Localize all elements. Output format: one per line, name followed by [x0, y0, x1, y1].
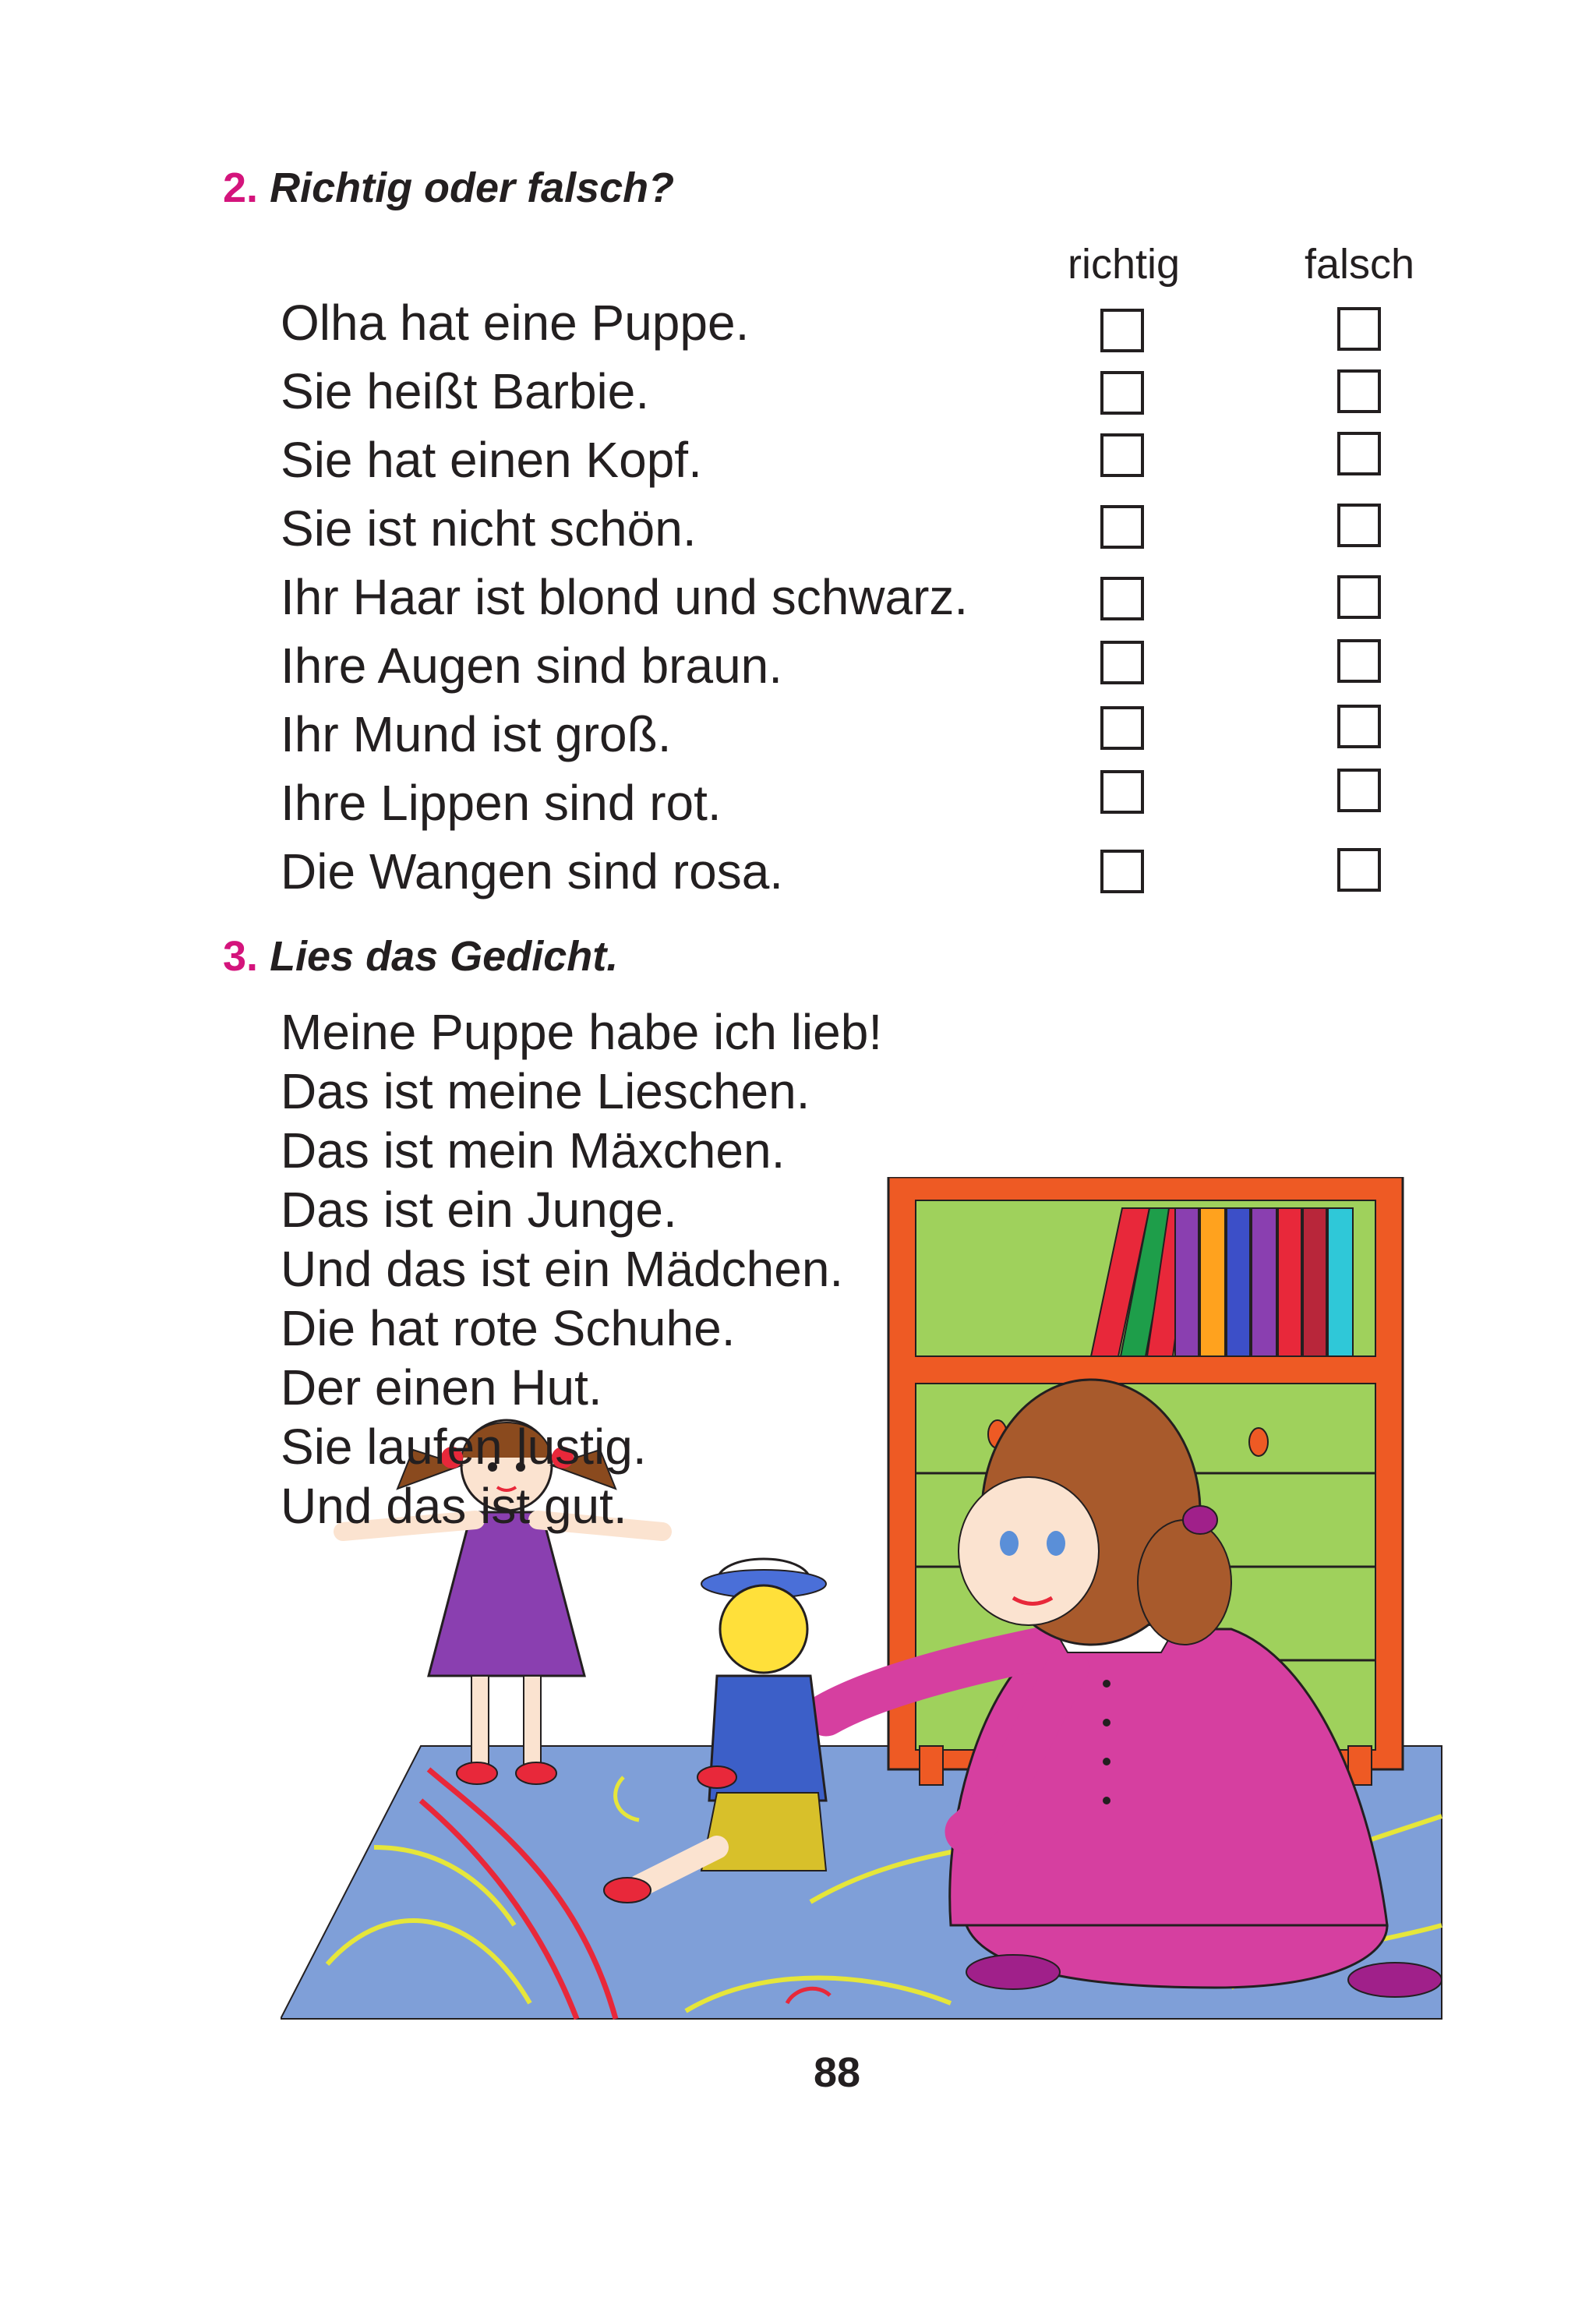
checkbox-falsch-4[interactable]	[1337, 504, 1381, 547]
statement-6: Ihre Augen sind braun.	[281, 638, 783, 694]
exercise-2-heading	[223, 164, 674, 212]
poem-line: Und das ist gut.	[281, 1478, 627, 1534]
checkbox-richtig-6[interactable]	[1100, 641, 1144, 684]
statement-5: Ihr Haar ist blond und schwarz.	[281, 569, 969, 625]
statement-1: Olha hat eine Puppe.	[281, 295, 750, 351]
statement-4: Sie ist nicht schön.	[281, 500, 697, 557]
exercise-2-number: 2.	[223, 164, 259, 211]
exercise-3-number: 3.	[223, 933, 259, 980]
checkbox-richtig-1[interactable]	[1100, 309, 1144, 352]
page-number: 88	[813, 2049, 861, 2096]
statement-8: Ihre Lippen sind rot.	[281, 775, 722, 831]
poem-line: Der einen Hut.	[281, 1359, 602, 1416]
checkbox-falsch-5[interactable]	[1337, 575, 1381, 619]
statement-2: Sie heißt Barbie.	[281, 363, 650, 419]
poem-line: Das ist ein Junge.	[281, 1182, 677, 1238]
checkbox-richtig-7[interactable]	[1100, 706, 1144, 750]
checkbox-falsch-7[interactable]	[1337, 705, 1381, 748]
checkbox-richtig-8[interactable]	[1100, 770, 1144, 814]
statement-3: Sie hat einen Kopf.	[281, 432, 702, 488]
checkbox-falsch-9[interactable]	[1337, 848, 1381, 892]
statement-7: Ihr Mund ist groß.	[281, 706, 672, 762]
column-header-falsch: falsch	[1305, 241, 1415, 288]
poem-line: Das ist mein Mäxchen.	[281, 1122, 786, 1179]
poem-line: Das ist meine Lieschen.	[281, 1063, 810, 1119]
checkbox-falsch-3[interactable]	[1337, 432, 1381, 475]
checkbox-falsch-2[interactable]	[1337, 369, 1381, 413]
checkbox-falsch-8[interactable]	[1337, 769, 1381, 812]
checkbox-richtig-9[interactable]	[1100, 850, 1144, 893]
poem	[281, 1002, 882, 1536]
poem-line: Sie laufen lustig.	[281, 1419, 647, 1475]
exercise-2-title: Richtig oder falsch?	[270, 164, 675, 211]
exercise-3-heading	[223, 932, 618, 981]
poem-line: Die hat rote Schuhe.	[281, 1300, 736, 1356]
checkbox-richtig-5[interactable]	[1100, 577, 1144, 620]
checkbox-falsch-6[interactable]	[1337, 639, 1381, 683]
column-header-richtig: richtig	[1068, 241, 1181, 288]
poem-line: Und das ist ein Mädchen.	[281, 1241, 844, 1297]
checkbox-richtig-3[interactable]	[1100, 433, 1144, 477]
checkbox-richtig-4[interactable]	[1100, 505, 1144, 549]
checkbox-richtig-2[interactable]	[1100, 371, 1144, 415]
poem-line: Meine Puppe habe ich lieb!	[281, 1004, 883, 1060]
checkbox-falsch-1[interactable]	[1337, 307, 1381, 351]
statement-9: Die Wangen sind rosa.	[281, 843, 784, 899]
exercise-3-title: Lies das Gedicht.	[270, 933, 619, 980]
